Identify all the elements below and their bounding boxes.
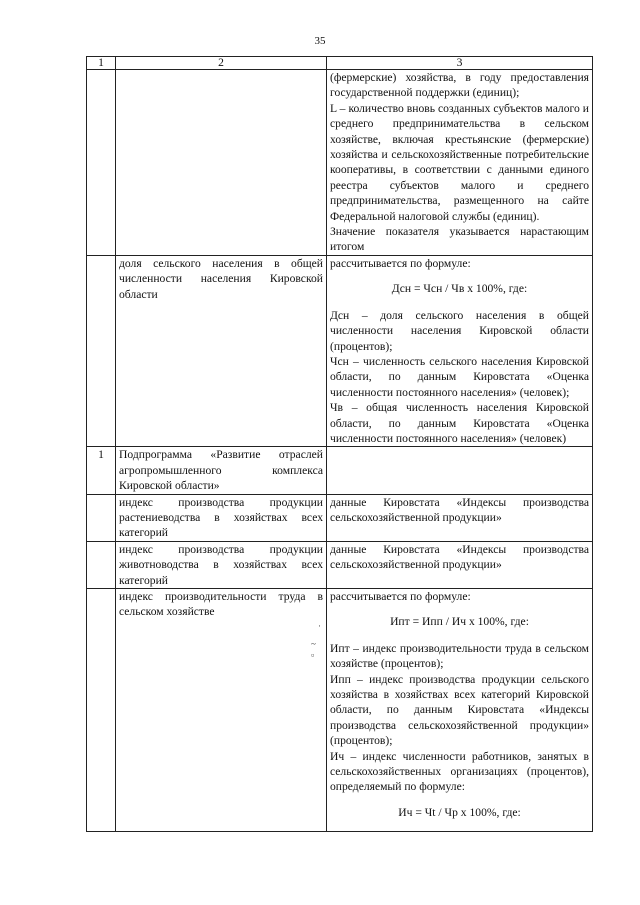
method-cell	[327, 589, 593, 832]
header-col-2: 2	[116, 57, 327, 70]
formula-definition: Ипп – индекс производства продукции сельского хозяйства в хозяйствах всех категорий Кировской области, по данным Кировстата «Индексы производства сельскохозяйственной продукции» (процентов);	[330, 672, 589, 748]
row-number-cell	[87, 494, 116, 541]
table-row	[87, 589, 593, 832]
header-col-3: 3	[327, 57, 593, 70]
indicator-cell: доля сельского населения в общей численности населения Кировской области	[116, 255, 327, 446]
scan-mark: ~	[311, 639, 316, 649]
table-header-row	[87, 57, 593, 70]
table-row	[87, 255, 593, 446]
indicator-cell: индекс производительности труда в сельском хозяйстве	[116, 589, 327, 832]
method-intro: рассчитывается по формуле:	[330, 256, 471, 270]
scan-mark: ▫	[311, 650, 315, 660]
row-number-cell	[87, 255, 116, 446]
subprogram-title: Подпрограмма «Развитие отраслей агропромышленного комплекса Кировской области»	[116, 447, 327, 494]
formula: Ипт = Ипп / Ич х 100%, где:	[390, 615, 529, 629]
scan-mark: ·	[318, 621, 321, 631]
method-text: L – количество вновь созданных субъектов малого и среднего предпринимательства в сельском хозяйстве, включая крестьянские (фермерские) хозяйства и сельскохозяйственные потребительские кооперативы, в соответствии с данными единого реестра субъектов малого и среднего предпринимательства, размещенного на сайте Федеральной налоговой службы (единиц).	[330, 101, 589, 223]
page-number: 35	[314, 35, 326, 47]
row-number-cell	[87, 541, 116, 588]
formula-definition: Чв – общая численность населения Кировской области, по данным Кировстата «Оценка численности постоянного населения» (человек)	[330, 401, 589, 445]
indicator-cell: индекс производства продукции животноводства в хозяйствах всех категорий	[116, 541, 327, 588]
method-cell: данные Кировстата «Индексы производства сельскохозяйственной продукции»	[327, 494, 593, 541]
row-number-cell	[87, 70, 116, 256]
method-cell	[327, 447, 593, 494]
formula-definition: Ипт – индекс производительности труда в сельском хозяйстве (процентов);	[330, 641, 589, 671]
method-cell	[327, 255, 593, 446]
table-row	[87, 494, 593, 541]
formula: Дсн = Чсн / Чв х 100%, где:	[391, 282, 528, 296]
indicator-cell: индекс производства продукции растениеводства в хозяйствах всех категорий	[116, 494, 327, 541]
row-number-cell: 1	[87, 447, 116, 494]
method-cell: данные Кировстата «Индексы производства сельскохозяйственной продукции»	[327, 541, 593, 588]
method-text: (фермерские) хозяйства, в году предоставления государственной поддержки (единиц);	[330, 71, 589, 100]
method-text: Значение показателя указывается нарастающим итогом	[330, 225, 589, 254]
formula: Ич = Чt / Чр х 100%, где:	[398, 805, 521, 819]
method-intro: рассчитывается по формуле:	[330, 590, 471, 603]
formula-definition: Дсн – доля сельского населения в общей численности населения Кировской области (процентов);	[330, 308, 589, 353]
row-number-cell	[87, 589, 116, 832]
table-row	[87, 447, 593, 494]
indicator-cell	[116, 70, 327, 256]
indicators-table	[86, 56, 593, 832]
table-row	[87, 541, 593, 588]
header-col-1: 1	[87, 57, 116, 70]
formula-definition: Ич – индекс численности работников, занятых в сельскохозяйственных организациях (процентов), определяемый по формуле:	[330, 749, 589, 794]
formula-definition: Чсн – численность сельского населения Кировской области, по данным Кировстата «Оценка численности постоянного населения» (человек);	[330, 354, 589, 399]
table-row	[87, 70, 593, 256]
method-cell	[327, 70, 593, 256]
